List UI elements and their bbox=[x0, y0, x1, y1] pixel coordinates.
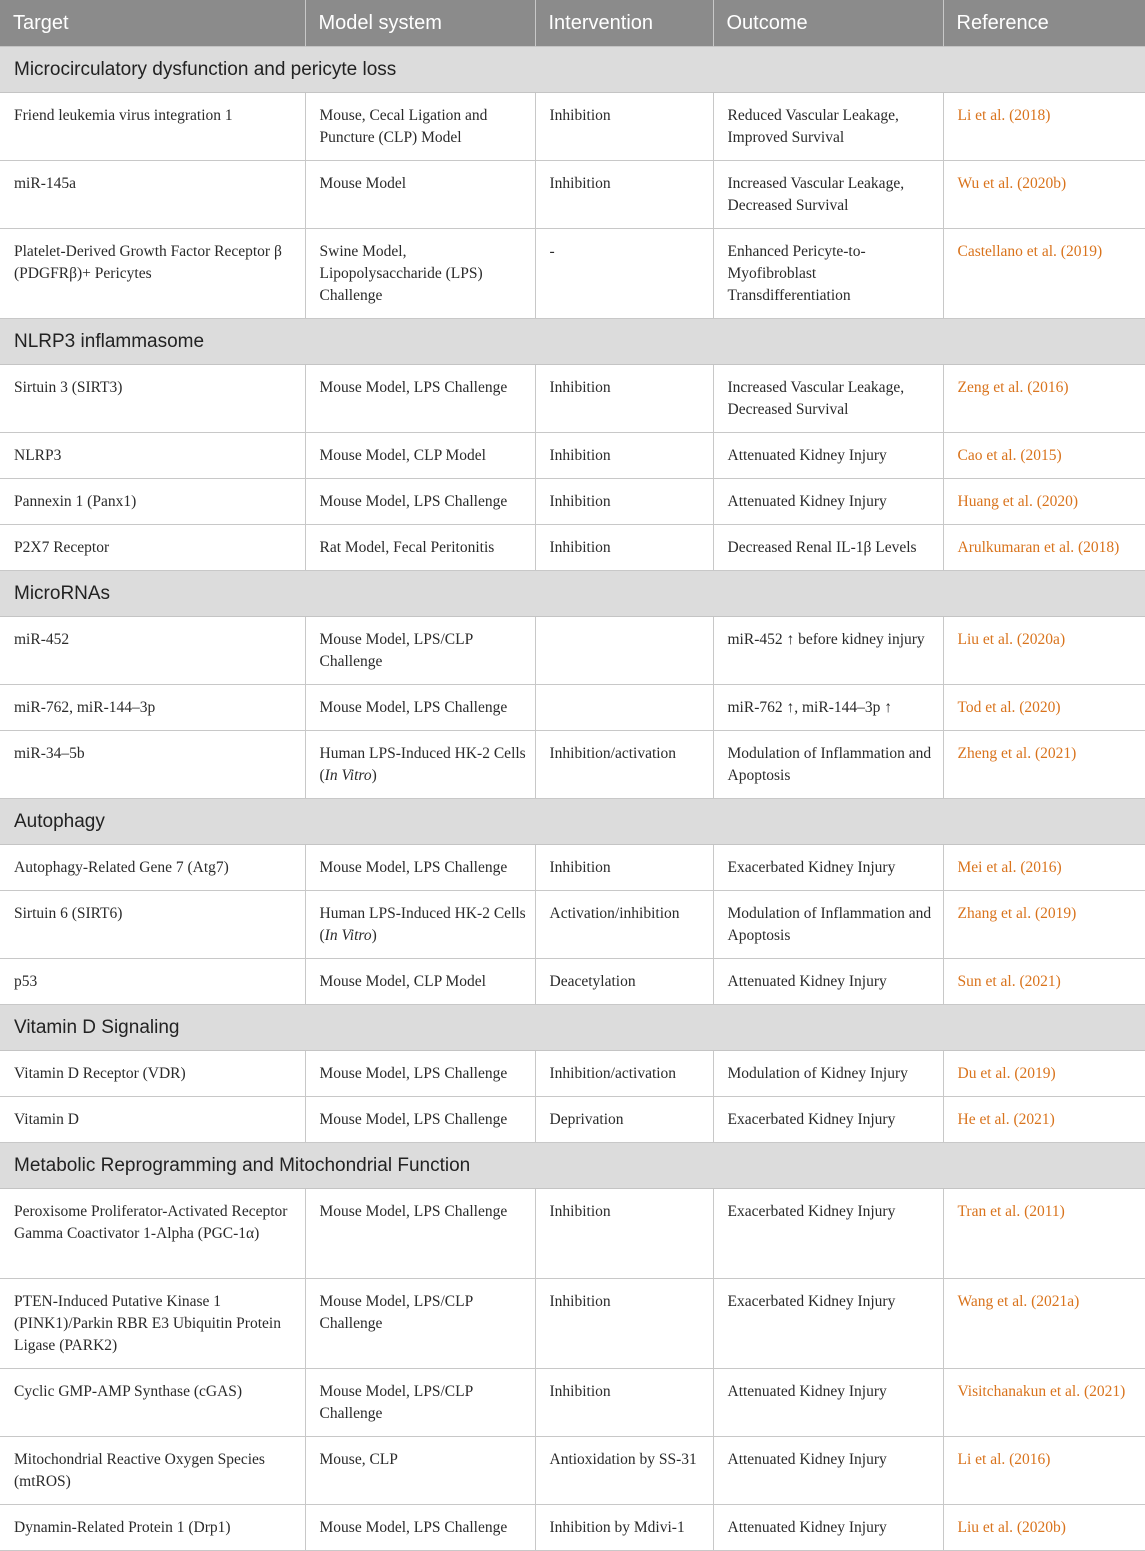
reference-link[interactable]: Zhang et al. (2019) bbox=[957, 905, 1077, 922]
cell-model: Mouse, Cecal Ligation and Puncture (CLP) Model bbox=[305, 93, 535, 161]
cell-outcome: Modulation of Kidney Injury bbox=[713, 1051, 943, 1097]
cell-reference bbox=[943, 685, 1145, 731]
section-heading: NLRP3 inflammasome bbox=[0, 319, 1145, 365]
cell-intervention bbox=[535, 685, 713, 731]
section-heading: Vitamin D Signaling bbox=[0, 1005, 1145, 1051]
cell-reference bbox=[943, 1051, 1145, 1097]
table-row bbox=[0, 845, 1145, 891]
reference-link[interactable]: Visitchanakun et al. (2021) bbox=[957, 1383, 1126, 1400]
section-heading: Microcirculatory dysfunction and pericyte loss bbox=[0, 47, 1145, 93]
cell-outcome: Attenuated Kidney Injury bbox=[713, 433, 943, 479]
cell-intervention: Inhibition bbox=[535, 845, 713, 891]
cell-intervention: Inhibition bbox=[535, 1189, 713, 1279]
cell-intervention: Deprivation bbox=[535, 1097, 713, 1143]
reference-link[interactable]: Arulkumaran et al. (2018) bbox=[957, 539, 1120, 556]
cell-intervention: Inhibition bbox=[535, 1369, 713, 1437]
cell-reference bbox=[943, 1279, 1145, 1369]
table-row bbox=[0, 525, 1145, 571]
cell-outcome: Exacerbated Kidney Injury bbox=[713, 1189, 943, 1279]
cell-target: Platelet-Derived Growth Factor Receptor β (PDGFRβ)+ Pericytes bbox=[0, 229, 305, 319]
reference-link[interactable]: Li et al. (2016) bbox=[957, 1451, 1051, 1468]
cell-outcome: Increased Vascular Leakage, Decreased Survival bbox=[713, 161, 943, 229]
table-row bbox=[0, 479, 1145, 525]
cell-model: Mouse Model, CLP Model bbox=[305, 959, 535, 1005]
section-heading: Metabolic Reprogramming and Mitochondrial Function bbox=[0, 1143, 1145, 1189]
cell-target: miR-34–5b bbox=[0, 731, 305, 799]
cell-target: Pannexin 1 (Panx1) bbox=[0, 479, 305, 525]
cell-outcome: Modulation of Inflammation and Apoptosis bbox=[713, 731, 943, 799]
reference-link[interactable]: Tran et al. (2011) bbox=[957, 1203, 1065, 1220]
cell-reference bbox=[943, 1505, 1145, 1551]
cell-intervention bbox=[535, 617, 713, 685]
reference-link[interactable]: Du et al. (2019) bbox=[957, 1065, 1056, 1082]
cell-reference bbox=[943, 1437, 1145, 1505]
cell-reference bbox=[943, 93, 1145, 161]
cell-intervention: Antioxidation by SS-31 bbox=[535, 1437, 713, 1505]
cell-intervention: Inhibition bbox=[535, 479, 713, 525]
cell-intervention: Inhibition bbox=[535, 93, 713, 161]
cell-outcome: Attenuated Kidney Injury bbox=[713, 959, 943, 1005]
cell-outcome: Attenuated Kidney Injury bbox=[713, 1437, 943, 1505]
cell-outcome: Attenuated Kidney Injury bbox=[713, 479, 943, 525]
cell-model: Human LPS-Induced HK-2 Cells (In Vitro) bbox=[305, 731, 535, 799]
reference-link[interactable]: Tod et al. (2020) bbox=[957, 699, 1061, 716]
reference-link[interactable]: Huang et al. (2020) bbox=[957, 493, 1079, 510]
table-row bbox=[0, 617, 1145, 685]
cell-target: P2X7 Receptor bbox=[0, 525, 305, 571]
cell-intervention: Activation/inhibition bbox=[535, 891, 713, 959]
table-row bbox=[0, 731, 1145, 799]
cell-model: Mouse Model, LPS Challenge bbox=[305, 1189, 535, 1279]
cell-model: Mouse Model bbox=[305, 161, 535, 229]
cell-intervention: Inhibition by Mdivi-1 bbox=[535, 1505, 713, 1551]
header-reference: Reference bbox=[943, 0, 1145, 47]
cell-intervention: Inhibition bbox=[535, 161, 713, 229]
reference-link[interactable]: Wang et al. (2021a) bbox=[957, 1293, 1080, 1310]
table-row bbox=[0, 93, 1145, 161]
cell-model: Mouse Model, LPS/CLP Challenge bbox=[305, 1369, 535, 1437]
header-outcome: Outcome bbox=[713, 0, 943, 47]
cell-outcome: Exacerbated Kidney Injury bbox=[713, 1279, 943, 1369]
cell-intervention: Inhibition/activation bbox=[535, 731, 713, 799]
reference-link[interactable]: Liu et al. (2020a) bbox=[957, 631, 1066, 648]
cell-intervention: Inhibition bbox=[535, 1279, 713, 1369]
cell-target: PTEN-Induced Putative Kinase 1 (PINK1)/Parkin RBR E3 Ubiquitin Protein Ligase (PARK2) bbox=[0, 1279, 305, 1369]
table-row bbox=[0, 1505, 1145, 1551]
reference-link[interactable]: Mei et al. (2016) bbox=[957, 859, 1062, 876]
cell-target: Friend leukemia virus integration 1 bbox=[0, 93, 305, 161]
cell-target: Sirtuin 6 (SIRT6) bbox=[0, 891, 305, 959]
cell-outcome: miR-762 ↑, miR-144–3p ↑ bbox=[713, 685, 943, 731]
cell-reference bbox=[943, 1369, 1145, 1437]
reference-link[interactable]: Cao et al. (2015) bbox=[957, 447, 1062, 464]
table-row bbox=[0, 1051, 1145, 1097]
cell-reference bbox=[943, 525, 1145, 571]
cell-model: Mouse, CLP bbox=[305, 1437, 535, 1505]
cell-reference bbox=[943, 365, 1145, 433]
section-heading: Autophagy bbox=[0, 799, 1145, 845]
cell-model: Rat Model, Fecal Peritonitis bbox=[305, 525, 535, 571]
cell-model: Mouse Model, LPS Challenge bbox=[305, 1051, 535, 1097]
cell-model: Human LPS-Induced HK-2 Cells (In Vitro) bbox=[305, 891, 535, 959]
cell-intervention: - bbox=[535, 229, 713, 319]
cell-reference bbox=[943, 479, 1145, 525]
table-row bbox=[0, 1097, 1145, 1143]
cell-reference bbox=[943, 731, 1145, 799]
table-row bbox=[0, 365, 1145, 433]
cell-intervention: Inhibition bbox=[535, 525, 713, 571]
reference-link[interactable]: He et al. (2021) bbox=[957, 1111, 1055, 1128]
cell-target: Vitamin D bbox=[0, 1097, 305, 1143]
cell-target: miR-762, miR-144–3p bbox=[0, 685, 305, 731]
cell-target: NLRP3 bbox=[0, 433, 305, 479]
cell-model: Mouse Model, LPS/CLP Challenge bbox=[305, 1279, 535, 1369]
cell-target: p53 bbox=[0, 959, 305, 1005]
cell-reference bbox=[943, 161, 1145, 229]
cell-outcome: Attenuated Kidney Injury bbox=[713, 1369, 943, 1437]
cell-reference bbox=[943, 845, 1145, 891]
cell-reference bbox=[943, 1189, 1145, 1279]
cell-intervention: Inhibition/activation bbox=[535, 1051, 713, 1097]
cell-model: Swine Model, Lipopolysaccharide (LPS) Challenge bbox=[305, 229, 535, 319]
cell-model: Mouse Model, LPS Challenge bbox=[305, 479, 535, 525]
table-row bbox=[0, 1437, 1145, 1505]
cell-outcome: Increased Vascular Leakage, Decreased Survival bbox=[713, 365, 943, 433]
table-row bbox=[0, 959, 1145, 1005]
cell-outcome: miR-452 ↑ before kidney injury bbox=[713, 617, 943, 685]
reference-link[interactable]: Sun et al. (2021) bbox=[957, 973, 1061, 990]
cell-model: Mouse Model, LPS Challenge bbox=[305, 845, 535, 891]
reference-link[interactable]: Castellano et al. (2019) bbox=[957, 243, 1103, 260]
cell-target: Vitamin D Receptor (VDR) bbox=[0, 1051, 305, 1097]
cell-model: Mouse Model, LPS/CLP Challenge bbox=[305, 617, 535, 685]
table-row bbox=[0, 1189, 1145, 1279]
cell-model: Mouse Model, LPS Challenge bbox=[305, 1505, 535, 1551]
cell-outcome: Decreased Renal IL-1β Levels bbox=[713, 525, 943, 571]
section-heading: MicroRNAs bbox=[0, 571, 1145, 617]
cell-model: Mouse Model, CLP Model bbox=[305, 433, 535, 479]
cell-reference bbox=[943, 1097, 1145, 1143]
cell-outcome: Enhanced Pericyte-to-Myofibroblast Transdifferentiation bbox=[713, 229, 943, 319]
cell-target: Dynamin-Related Protein 1 (Drp1) bbox=[0, 1505, 305, 1551]
table-row bbox=[0, 1369, 1145, 1437]
cell-target: Sirtuin 3 (SIRT3) bbox=[0, 365, 305, 433]
reference-link[interactable]: Li et al. (2018) bbox=[957, 107, 1051, 124]
table-row bbox=[0, 1279, 1145, 1369]
cell-reference bbox=[943, 959, 1145, 1005]
header-model-system: Model system bbox=[305, 0, 535, 47]
reference-link[interactable]: Wu et al. (2020b) bbox=[957, 175, 1067, 192]
reference-link[interactable]: Zheng et al. (2021) bbox=[957, 745, 1077, 762]
cell-target: Cyclic GMP-AMP Synthase (cGAS) bbox=[0, 1369, 305, 1437]
cell-intervention: Inhibition bbox=[535, 365, 713, 433]
table-row bbox=[0, 161, 1145, 229]
cell-intervention: Deacetylation bbox=[535, 959, 713, 1005]
table-row bbox=[0, 891, 1145, 959]
cell-model: Mouse Model, LPS Challenge bbox=[305, 365, 535, 433]
cell-target: miR-452 bbox=[0, 617, 305, 685]
cell-target: Autophagy-Related Gene 7 (Atg7) bbox=[0, 845, 305, 891]
cell-target: Peroxisome Proliferator-Activated Receptor Gamma Coactivator 1-Alpha (PGC-1α) bbox=[0, 1189, 305, 1279]
cell-outcome: Exacerbated Kidney Injury bbox=[713, 1097, 943, 1143]
table-row bbox=[0, 433, 1145, 479]
cell-model: Mouse Model, LPS Challenge bbox=[305, 1097, 535, 1143]
cell-reference bbox=[943, 617, 1145, 685]
cell-model: Mouse Model, LPS Challenge bbox=[305, 685, 535, 731]
cell-target: miR-145a bbox=[0, 161, 305, 229]
cell-reference bbox=[943, 229, 1145, 319]
cell-outcome: Modulation of Inflammation and Apoptosis bbox=[713, 891, 943, 959]
header-intervention: Intervention bbox=[535, 0, 713, 47]
cell-reference bbox=[943, 891, 1145, 959]
cell-outcome: Exacerbated Kidney Injury bbox=[713, 845, 943, 891]
reference-link[interactable]: Zeng et al. (2016) bbox=[957, 379, 1069, 396]
cell-intervention: Inhibition bbox=[535, 433, 713, 479]
table-header bbox=[0, 0, 1145, 47]
cell-outcome: Reduced Vascular Leakage, Improved Survival bbox=[713, 93, 943, 161]
header-target: Target bbox=[0, 0, 305, 47]
table-row bbox=[0, 229, 1145, 319]
cell-reference bbox=[943, 433, 1145, 479]
cell-target: Mitochondrial Reactive Oxygen Species (mtROS) bbox=[0, 1437, 305, 1505]
table-row bbox=[0, 685, 1145, 731]
cell-outcome: Attenuated Kidney Injury bbox=[713, 1505, 943, 1551]
reference-link[interactable]: Liu et al. (2020b) bbox=[957, 1519, 1066, 1536]
